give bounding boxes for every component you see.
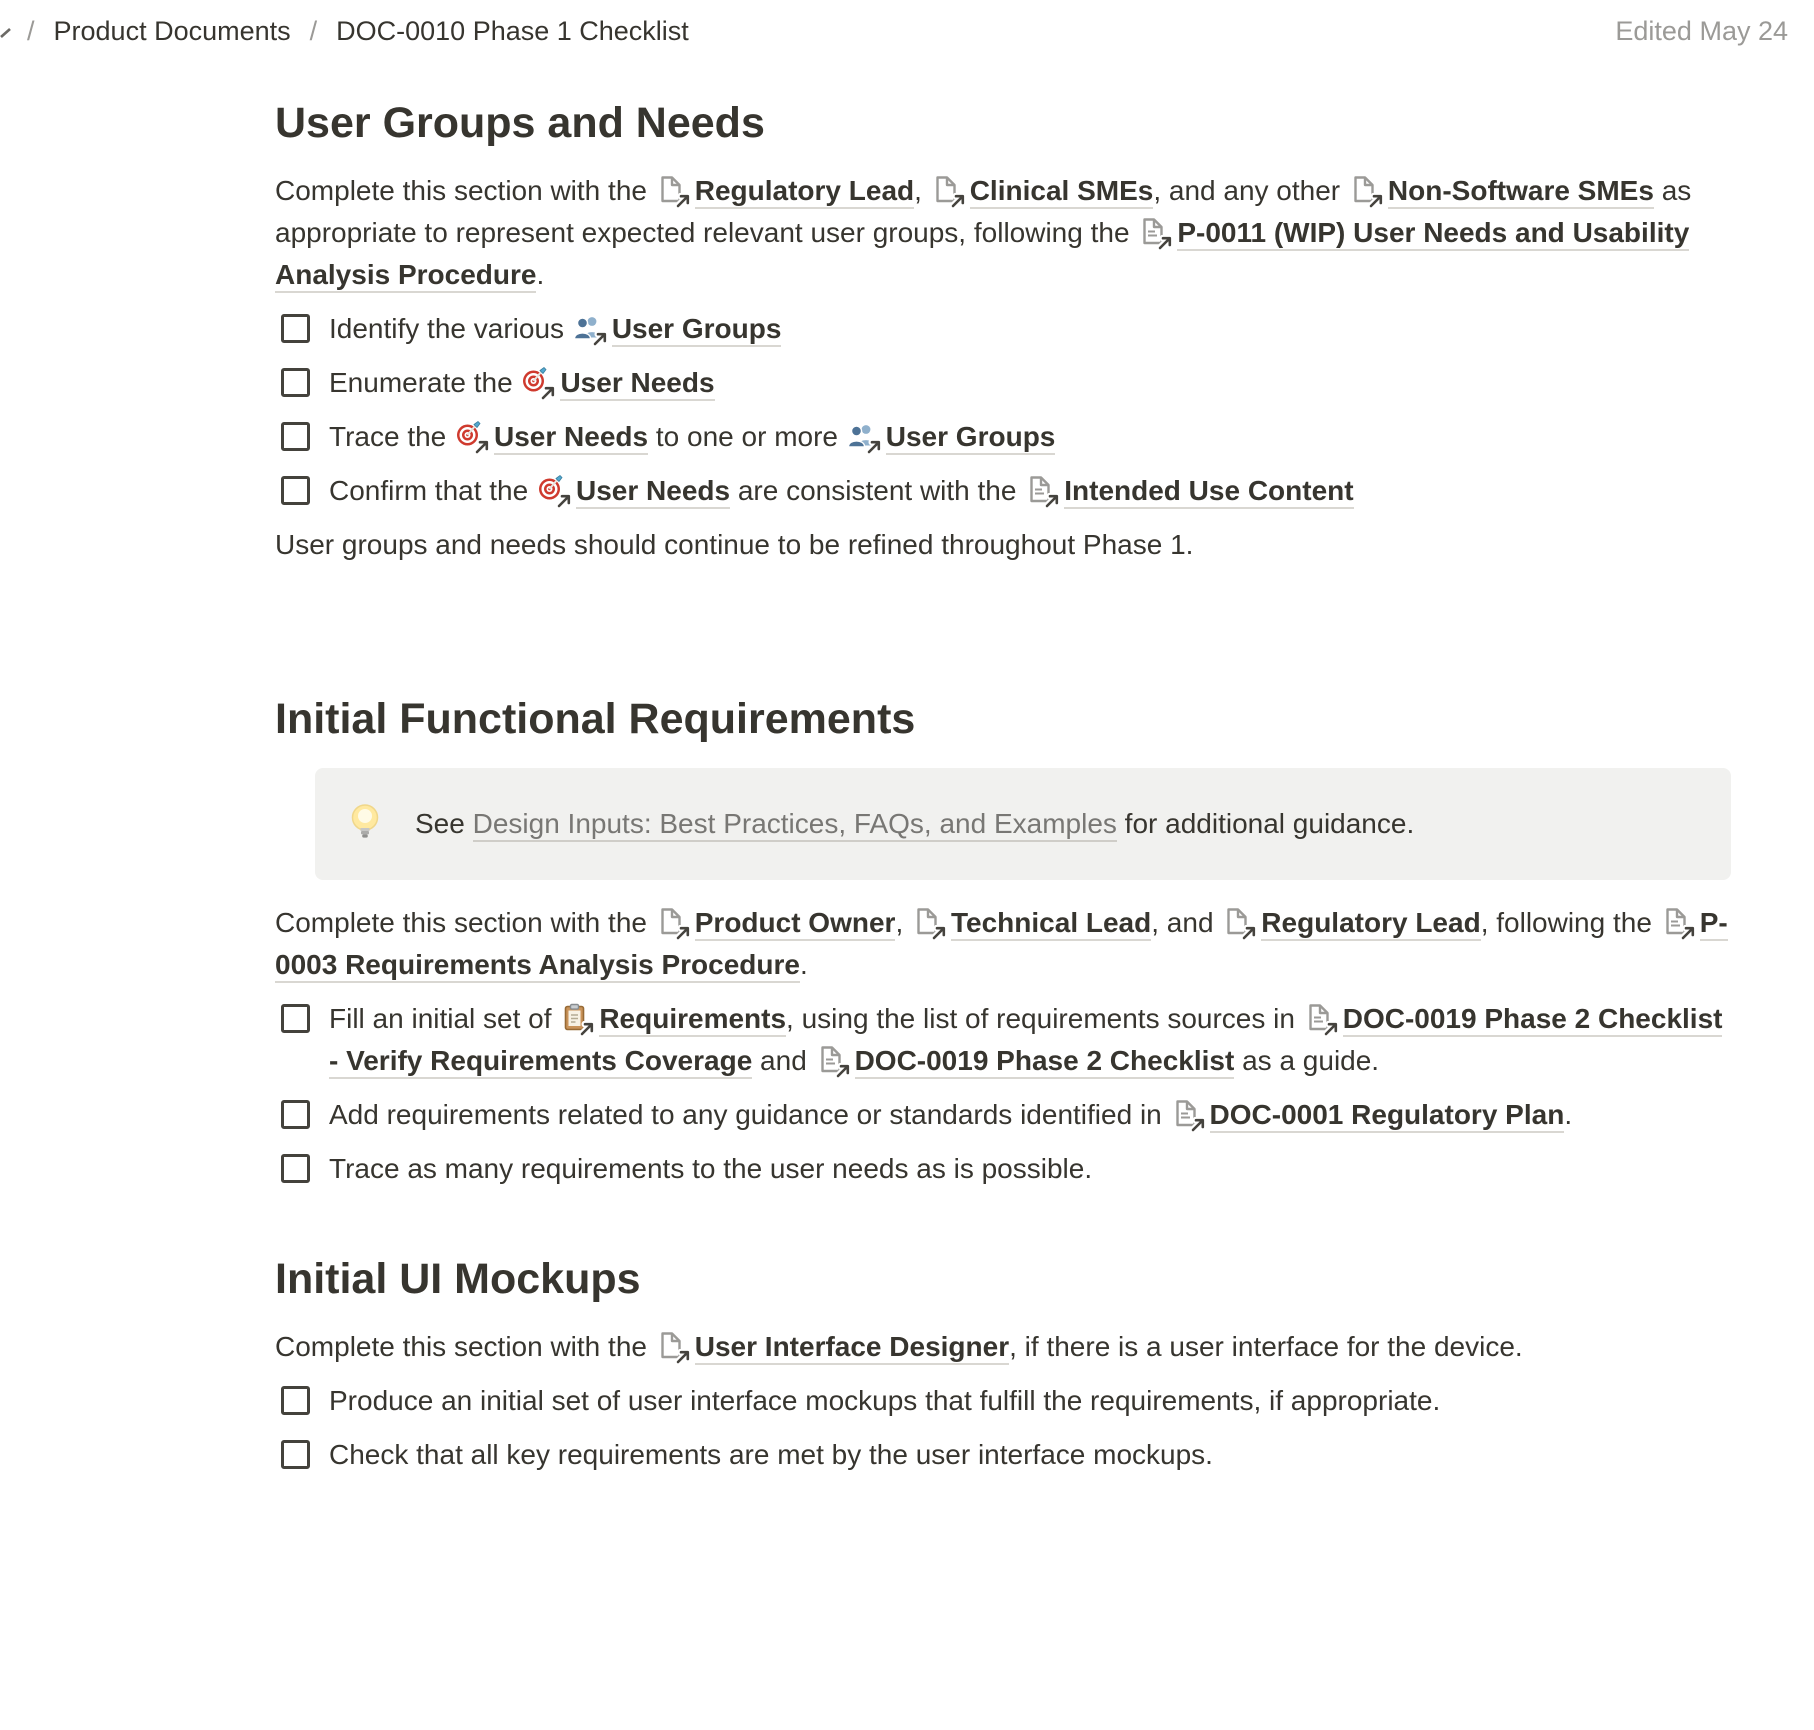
todo-item — [275, 998, 1739, 1082]
edited-timestamp: Edited May 24 — [1615, 15, 1788, 46]
text-run: , — [914, 175, 930, 206]
text-run: as a guide. — [1234, 1045, 1380, 1076]
todo-text — [329, 1094, 1739, 1136]
document-link-icon — [815, 1044, 846, 1075]
section-heading: User Groups and Needs — [275, 99, 765, 147]
text-run: Trace as many requirements to the user needs as is possible. — [329, 1153, 1093, 1184]
todo-text — [329, 1148, 1739, 1190]
document-link-icon — [1024, 474, 1055, 505]
mention-link[interactable] — [930, 175, 1154, 206]
document-link-icon — [1137, 216, 1168, 247]
todo-text — [329, 1380, 1739, 1422]
mention-link[interactable] — [559, 1003, 786, 1034]
mention-link[interactable] — [1221, 907, 1480, 938]
mention-label: User Needs — [576, 475, 730, 509]
mention-label: Product Owner — [695, 907, 896, 941]
mention-label: P-0011 (WIP) User Needs and Usability Analysis Procedure — [275, 217, 1689, 293]
text-run: for additional guidance. — [1116, 808, 1415, 839]
todo-item — [275, 1148, 1739, 1190]
page-link-icon — [655, 906, 686, 937]
mention-label: Requirements — [599, 1003, 786, 1037]
mention-label: DOC-0019 Phase 2 Checklist - Verify Requirements Coverage — [329, 1003, 1722, 1079]
mention-link[interactable] — [911, 907, 1151, 938]
mention-link[interactable] — [655, 175, 914, 206]
section-heading: Initial Functional Requirements — [275, 695, 916, 743]
todo-checkbox[interactable] — [281, 368, 310, 397]
user-groups-emoji-icon — [572, 312, 603, 343]
paragraph — [275, 1326, 1739, 1368]
text-run: , if there is a user interface for the device. — [1009, 1331, 1523, 1362]
todo-checkbox[interactable] — [281, 1386, 310, 1415]
mention-label: User Needs — [494, 421, 648, 455]
mention-link[interactable] — [1024, 475, 1353, 506]
clipped-page-icon — [0, 14, 12, 48]
text-run: Add requirements related to any guidance or standards identified in — [329, 1099, 1170, 1130]
document-link-icon — [1170, 1098, 1201, 1129]
todo-item — [275, 1434, 1739, 1476]
page-link-icon — [1221, 906, 1252, 937]
mention-link[interactable] — [520, 367, 714, 398]
mention-label: Technical Lead — [951, 907, 1151, 941]
mention-label: User Groups — [612, 313, 782, 347]
mention-label: Clinical SMEs — [970, 175, 1154, 209]
mention-label: DOC-0001 Regulatory Plan — [1210, 1099, 1565, 1133]
text-run: Enumerate the — [329, 367, 521, 398]
callout — [315, 768, 1731, 880]
breadcrumb — [0, 0, 1814, 62]
text-run: to one or more — [648, 421, 846, 452]
lightbulb-emoji-icon — [345, 802, 385, 846]
page-link-icon — [911, 906, 942, 937]
text-run: , and any other — [1153, 175, 1348, 206]
mention-link[interactable] — [815, 1045, 1235, 1076]
text-run: , — [895, 907, 912, 938]
paragraph — [275, 524, 1739, 566]
todo-item — [275, 1380, 1739, 1422]
breadcrumb-item-product-documents[interactable]: Product Documents — [53, 15, 291, 46]
todo-item — [275, 416, 1739, 458]
text-run: . — [536, 259, 545, 290]
text-run: Check that all key requirements are met by the user interface mockups. — [329, 1439, 1213, 1470]
todo-checkbox[interactable] — [281, 1004, 310, 1033]
todo-text — [329, 416, 1739, 458]
empty-block — [275, 576, 1739, 630]
mention-label: Intended Use Content — [1064, 475, 1353, 509]
paragraph — [275, 170, 1739, 296]
text-run: Complete this section with the — [275, 907, 655, 938]
text-run: as appropriate to represent expected relevant user groups, following the — [275, 175, 1692, 248]
page-link-icon — [655, 1330, 686, 1361]
mention-label: DOC-0019 Phase 2 Checklist — [855, 1045, 1235, 1079]
dart-target-emoji-icon — [536, 474, 567, 505]
mention-label: Regulatory Lead — [695, 175, 914, 209]
mention-link[interactable] — [454, 421, 648, 452]
breadcrumb-separator: / — [309, 15, 318, 46]
user-groups-emoji-icon — [846, 420, 877, 451]
document-link-icon — [1303, 1002, 1334, 1033]
text-run: and — [752, 1045, 815, 1076]
breadcrumb-separator: / — [27, 15, 35, 46]
text-run: Fill an initial set of — [329, 1003, 560, 1034]
mention-label: P-0003 Requirements Analysis Procedure — [275, 907, 1728, 983]
section-heading: Initial UI Mockups — [275, 1255, 641, 1303]
text-run: User groups and needs should continue to be refined throughout Phase 1. — [275, 529, 1194, 560]
text-run: See — [415, 808, 473, 839]
text-run: are consistent with the — [730, 475, 1025, 506]
todo-item — [275, 470, 1739, 512]
text-run: . — [799, 949, 808, 980]
todo-text — [329, 362, 1739, 404]
text-run: . — [1564, 1099, 1573, 1130]
mention-link[interactable] — [655, 907, 896, 938]
todo-item — [275, 362, 1739, 404]
mention-label: User Needs — [560, 367, 714, 401]
mention-label: User Groups — [886, 421, 1056, 455]
todo-item — [275, 1094, 1739, 1136]
document-link-icon — [1660, 906, 1691, 937]
breadcrumb-item-current-page[interactable]: DOC-0010 Phase 1 Checklist — [336, 15, 689, 46]
clipboard-emoji-icon — [559, 1002, 590, 1033]
todo-text — [329, 1434, 1739, 1476]
mention-link[interactable] — [846, 421, 1056, 452]
mention-link[interactable] — [536, 475, 730, 506]
page-link-icon — [655, 174, 686, 205]
callout-link[interactable]: Design Inputs: Best Practices, FAQs, and Examples — [473, 808, 1117, 842]
todo-checkbox[interactable] — [281, 1100, 310, 1129]
todo-checkbox[interactable] — [281, 1440, 310, 1469]
todo-text — [329, 998, 1739, 1082]
dart-target-emoji-icon — [520, 366, 551, 397]
todo-text — [329, 308, 1739, 350]
mention-label: Non-Software SMEs — [1388, 175, 1654, 209]
text-run: , using the list of requirements sources in — [786, 1003, 1303, 1034]
text-run: Complete this section with the — [275, 175, 655, 206]
mention-label: Regulatory Lead — [1261, 907, 1480, 941]
mention-link[interactable] — [1348, 175, 1654, 206]
page-link-icon — [1348, 174, 1379, 205]
todo-checkbox[interactable] — [281, 422, 310, 451]
mention-link[interactable] — [572, 313, 782, 344]
todo-checkbox[interactable] — [281, 1154, 310, 1183]
paragraph — [275, 902, 1739, 986]
text-run: , and — [1151, 907, 1222, 938]
page-link-icon — [930, 174, 961, 205]
todo-item — [275, 308, 1739, 350]
todo-text — [329, 470, 1739, 512]
text-run: Identify the various — [329, 313, 572, 344]
text-run: , following the — [1480, 907, 1660, 938]
todo-checkbox[interactable] — [281, 476, 310, 505]
todo-checkbox[interactable] — [281, 314, 310, 343]
text-run: Complete this section with the — [275, 1331, 655, 1362]
document-body — [275, 62, 1739, 1476]
mention-label: User Interface Designer — [695, 1331, 1009, 1365]
callout-text — [415, 803, 1414, 845]
text-run: Confirm that the — [329, 475, 536, 506]
mention-link[interactable] — [655, 1331, 1009, 1362]
mention-link[interactable] — [1170, 1099, 1565, 1130]
dart-target-emoji-icon — [454, 420, 485, 451]
text-run: Produce an initial set of user interface mockups that fulfill the requirements, if appropriate. — [329, 1385, 1441, 1416]
text-run: Trace the — [329, 421, 455, 452]
